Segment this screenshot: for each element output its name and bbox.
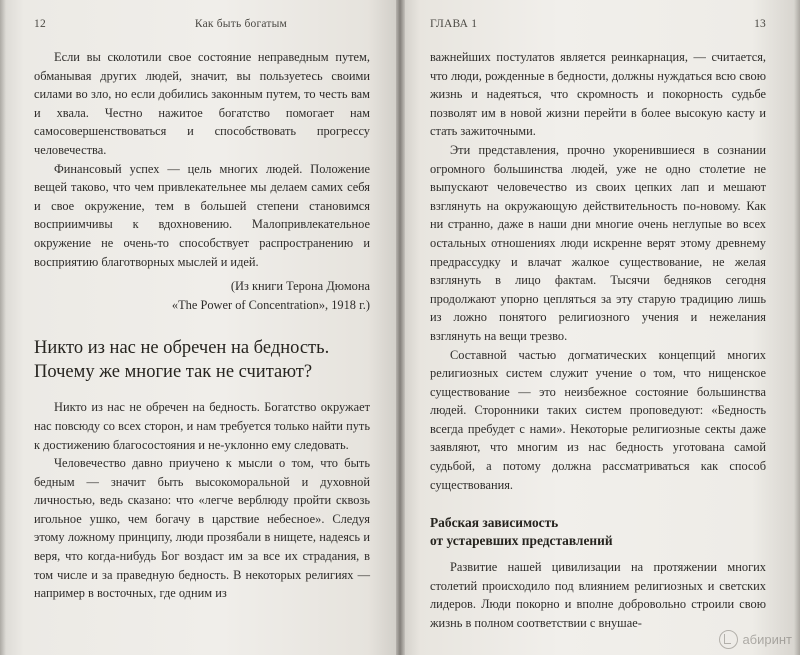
right-paragraph-2: Эти представления, прочно укоренившиеся в сознании огромного большинства людей, уже не одно столетие не выпускают человечество из своих цепких лап и мешают взглянуть на окружающую действительность по-новому. Как ни странно, даже в наши дни многие очень неглупые во всех остальных отношениях люди искренне верят этому древнему предрассудку и влачат жалкое существование, не желая взглянуть в лицо фактам. Тысячи бедняков сегодня продолжают упорно цепляться за эту старую традицию лишь из ложно понятого религиозного учения и нежелания взглянуть на вещи трезво.: [430, 142, 766, 343]
watermark-label: абиринт: [742, 632, 792, 647]
left-paragraph-1: Если вы сколотили свое состояние неправедным путем, обманывая других людей, значит, вы пользуетесь своими силами во зло, но если добились законным путем, то честь вам и хвала. Честно нажитое богатство помогает нам самосовершенствоваться и способствовать прогрессу человечества.: [34, 50, 370, 157]
section-subhead: [430, 514, 766, 550]
right-running-head: [430, 18, 766, 32]
left-source-line-2: «The Power of Concentration», 1918 г.): [171, 297, 370, 312]
labirint-logo-icon: [719, 630, 738, 649]
right-paragraph-3: Составной частью догматических концепций многих религиозных систем служит учение о том, что нищенское существование — это неизбежное состояние большинства людей. Сторонники таких систем проповедуют: «Бедность всегда пребудет с нами». Некоторые религиозные секты даже заявляют, что многим из нас бедность уготована самой судьбой, а потому должна рассматриваться как способ существования.: [430, 347, 766, 492]
right-running-title: ГЛАВА 1: [430, 18, 478, 30]
watermark: [719, 630, 792, 649]
left-page-number: 12: [34, 18, 46, 30]
section-subhead-line-1: Рабская зависимость: [430, 515, 559, 531]
right-page: [400, 0, 800, 655]
left-body-paragraph-2: Человечество давно приучено к мысли о том, что быть бедным — значит быть высокоморальной и духовной личностью, ведь сказано: что «легче верблюду пройти сквозь игольное ушко, чем богачу в царствие небесное». Следуя этому ложному принципу, люди прозябали в нищете, надеясь и веря, что когда-нибудь Бог воздаст им за все их страдания, в том числе и за праведную бедность. В некоторых религиях — например в восточных, где одним из: [34, 456, 370, 601]
chapter-title: Никто из нас не обречен на бедность. Почему же многие так не считают?: [34, 338, 330, 383]
right-page-edge-shadow: [794, 0, 800, 655]
left-running-title: Как быть богатым: [194, 18, 288, 30]
right-page-number: 13: [754, 18, 766, 30]
left-page-edge-shadow: [0, 0, 6, 655]
left-source-line-1: (Из книги Терона Дюмона: [230, 279, 370, 294]
right-paragraph-1: важнейших постулатов является реинкарнация, — считается, что люди, рожденные в бедности, должны нуждаться всю свою жизнь и надеяться, что скромность и покорность судьбе позволят им в новой жизни перейти в более высокую касту и стать зажиточными.: [430, 50, 766, 139]
left-running-head: [34, 18, 370, 32]
left-paragraph-2: Финансовый успех — цель многих людей. Положение вещей таково, что чем привлекательнее мы делаем самих себя и свое окружение, тем в большей степени становимся восприимчивы к вдохновению. Малопривлекательное окружение не очень-то способствует распространению и восприятию благотворных мыслей и идей.: [34, 161, 370, 269]
left-body-paragraph-1: Никто из нас не обречен на бедность. Богатство окружает нас повсюду со всех сторон, и нам требуется только найти путь к достижению благосостояния и не-уклонно ему следовать.: [34, 400, 370, 452]
section-subhead-line-2: от устаревших представлений: [430, 533, 613, 549]
right-body-paragraph-1: Развитие нашей цивилизации на протяжении многих столетий происходило под влиянием религиозных и светских лидеров. Люди покорно и вполне добровольно строили свою жизнь в полном соответствии с внушае-: [430, 560, 766, 631]
